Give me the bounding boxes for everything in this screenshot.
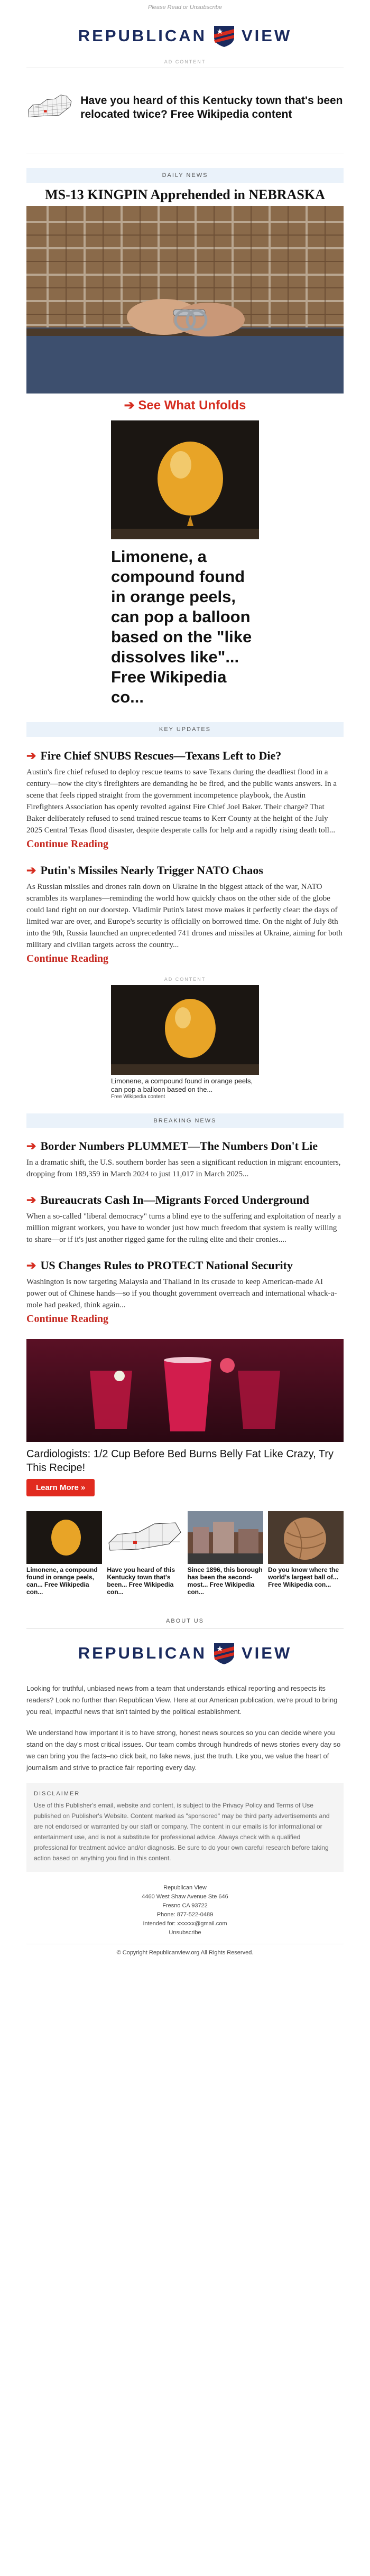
continue-reading-link[interactable]: Continue Reading — [26, 953, 109, 964]
article-title-text[interactable]: Fire Chief SNUBS Rescues—Texans Left to Die? — [40, 749, 282, 762]
article-title[interactable] — [26, 1192, 344, 1209]
article-title-text[interactable]: Border Numbers PLUMMET—The Numbers Don't Lie — [40, 1139, 318, 1153]
flag-shield-icon — [212, 1641, 236, 1665]
footer-address — [0, 1884, 370, 1937]
grid-ad-ball[interactable] — [268, 1511, 344, 1596]
about-paragraph-2: We understand how important it is to have strong, honest news sources so you can decide where you stand on the day's most critical issues. Our team combs through hundreds of news stories every day so we can bring you the facts–no click bait, no fake news, just the truth. Like you, we value the heart of journalism and strive to practice fair reporting every day. — [26, 1729, 341, 1772]
limonene-balloon-image[interactable] — [111, 420, 259, 539]
article-border-numbers[interactable] — [26, 1138, 344, 1180]
divider — [26, 1628, 344, 1629]
brand-logo-footer[interactable] — [0, 1637, 370, 1669]
grid-ad-caption[interactable]: Have you heard of this Kentucky town that's been... Free Wikipedia con... — [107, 1566, 175, 1596]
grid-ad-caption[interactable]: Since 1896, this borough has been the second-most... Free Wikipedia con... — [187, 1566, 263, 1596]
brand-word-left: REPUBLICAN — [78, 1644, 207, 1662]
about-paragraph-1: Looking for truthful, unbiased news from a team that understands ethical reporting and respects its readers? Look no further than Republican View. Here at our American publication, we're proud to bring you real, impactful news that isn't tainted by the political establishment. — [26, 1684, 338, 1716]
grid-ad-image — [107, 1511, 182, 1564]
article-title[interactable] — [26, 862, 344, 879]
article-fire-chief[interactable] — [26, 747, 344, 850]
grid-ad-kentucky[interactable] — [107, 1511, 182, 1596]
disclaimer-label: DISCLAIMER — [34, 1791, 80, 1797]
disclaimer-box — [26, 1783, 344, 1872]
about-text — [26, 1683, 344, 1774]
disclaimer-body: Use of this Publisher's email, website and content, is subject to the Privacy Policy and Terms of Use published on Publisher's Website. Content marked as "sponsored" may be third party advertisements and are not endorsed or warranted by our staff or company. The content in our emails is for informational or entertainment use, and is not a substitute for professional advice. Always check with a qualified professional for treatment advice and/or diagnosis. Be sure to do your own careful research before taking action based on anything you find in this content. — [34, 1802, 330, 1862]
grid-ad-image — [268, 1511, 344, 1564]
article-title-text[interactable]: US Changes Rules to PROTECT National Security — [40, 1259, 293, 1272]
footer-city: Fresno CA 93722 — [162, 1903, 208, 1909]
article-bureaucrats[interactable] — [26, 1192, 344, 1245]
kentucky-ad[interactable] — [26, 68, 344, 147]
arrow-right-icon: ➔ — [26, 864, 36, 877]
cardio-ad-title[interactable]: Cardiologists: 1/2 Cup Before Bed Burns Belly Fat Like Crazy, Try This Recipe! — [26, 1448, 334, 1474]
limonene-small-ad[interactable] — [111, 985, 259, 1100]
ad-label: AD CONTENT — [164, 59, 206, 64]
article-body: Washington is now targeting Malaysia and Thailand in its crusade to keep American-made AI power out of Chinese hands—so if you thought government overreach and international whack-a-mole had peaked, think again... — [26, 1278, 337, 1309]
arrow-right-icon: ➔ — [26, 1259, 36, 1272]
article-title-text[interactable]: Bureaucrats Cash In—Migrants Forced Underground — [40, 1193, 309, 1206]
arrow-right-icon: ➔ — [26, 1139, 36, 1153]
article-title[interactable] — [26, 1138, 344, 1155]
arrow-right-icon: ➔ — [26, 1193, 36, 1206]
cocktail-glasses-image — [26, 1339, 344, 1442]
continue-reading-link[interactable]: Continue Reading — [26, 838, 109, 850]
limonene-ad-text[interactable]: Limonene, a compound found in orange peels, can pop a balloon based on the "like dissolves like"... Free Wikipedia co... — [111, 547, 252, 706]
footer-intended: Intended for: xxxxxx@gmail.com — [143, 1921, 227, 1927]
article-body: As Russian missiles and drones rain down on Ukraine in the biggest attack of the war, NATO scrambles its warplanes—reminding the world how quickly chaos on the other side of the globe could land right on our doorstep. Vladimir Putin's latest move makes it perfectly clear: the days of limited war are over, and Europe's security is officially on borrowed time. On the night of July 8th into the 9th, Russia launched an unprecedented 741 drones and missiles at Ukraine, aiming for both military and civilian targets across the country... — [26, 883, 343, 949]
article-title[interactable] — [26, 747, 344, 764]
unsubscribe-link[interactable]: Unsubscribe — [169, 1929, 201, 1936]
article-putin-missiles[interactable] — [26, 862, 344, 965]
article-body: Austin's fire chief refused to deploy rescue teams to save Texans during the deadliest flood in a century—now the city's firefighters are demanding he be fired, and the public wants answers. In a scene that feels ripped straight from the government incompetence playbook, the Austin Firefighters Association has openly revolted against Fire Chief Joel Baker. Their charge? That Baker deliberately refused to send trained rescue teams to Kerr County at the height of the July 2025 Central Texas flood disaster, despite desperate calls for help and a rapidly rising death toll... — [26, 768, 337, 835]
flag-shield-icon — [212, 24, 236, 48]
grid-ad-limonene[interactable] — [26, 1511, 102, 1596]
article-title-text[interactable]: Putin's Missiles Nearly Trigger NATO Chaos — [40, 864, 263, 877]
brand-word-left: REPUBLICAN — [78, 26, 207, 45]
kentucky-map-image — [26, 71, 73, 145]
footer-phone: Phone: 877-522-0489 — [156, 1912, 214, 1918]
grid-ad-caption[interactable]: Do you know where the world's largest ball of... Free Wikipedia con... — [267, 1566, 339, 1588]
footer-name: Republican View — [163, 1885, 207, 1891]
handcuffed-man-photo[interactable] — [26, 206, 344, 394]
article-us-rules[interactable] — [26, 1257, 344, 1325]
brand-word-right: VIEW — [242, 26, 292, 45]
ad-caption[interactable]: Limonene, a compound found in orange peels, can pop a balloon based on the... — [111, 1077, 253, 1093]
brand-word-right: VIEW — [242, 1644, 292, 1662]
article-title[interactable] — [26, 1257, 344, 1274]
continue-reading-link[interactable]: Continue Reading — [26, 1313, 109, 1325]
brand-logo[interactable] — [0, 20, 370, 52]
kentucky-ad-text[interactable]: Have you heard of this Kentucky town that's been relocated twice? Free Wikipedia content — [80, 95, 343, 120]
daily-headline[interactable]: MS-13 KINGPIN Apprehended in NEBRASKA — [45, 187, 325, 202]
cardiologists-ad[interactable] — [26, 1339, 344, 1496]
arrow-right-icon: ➔ — [26, 749, 36, 762]
article-body: In a dramatic shift, the U.S. southern border has seen a significant reduction in migrant encounters, dropping from 189,359 in March 2024 to just 11,017 in March 2025... — [26, 1158, 341, 1178]
grid-ad-caption[interactable]: Limonene, a compound found in orange peels, can... Free Wikipedia con... — [26, 1566, 98, 1596]
footer-street: 4460 West Shaw Avenue Ste 646 — [142, 1894, 228, 1900]
limonene-ad-image — [111, 985, 259, 1075]
top-note[interactable]: Please Read or Unsubscribe — [147, 4, 223, 11]
ad-grid — [26, 1511, 344, 1596]
grid-ad-image — [26, 1511, 102, 1564]
daily-news-header: DAILY NEWS — [26, 168, 344, 183]
copyright: © Copyright Republicanview.org All Rights Reserved. — [116, 1950, 254, 1956]
ad-label: AD CONTENT — [164, 977, 206, 982]
key-updates-header: KEY UPDATES — [26, 722, 344, 737]
breaking-news-header: BREAKING NEWS — [26, 1113, 344, 1128]
grid-ad-borough[interactable] — [188, 1511, 263, 1596]
learn-more-button[interactable]: Learn More » — [26, 1479, 95, 1496]
ad-source: Free Wikipedia content — [111, 1094, 165, 1100]
see-what-unfolds-label: See What Unfolds — [138, 398, 246, 413]
grid-ad-image — [188, 1511, 263, 1564]
see-what-unfolds-link[interactable] — [0, 398, 370, 413]
arrow-right-icon: ➔ — [124, 398, 135, 413]
article-body: When a so-called "liberal democracy" turns a blind eye to the suffering and exploitation of nearly a million migrant workers, you have to wonder just how much freedom that system is really willing to share—or if it's just another rigged game for the ruling elite and their cronies.... — [26, 1212, 341, 1244]
about-us-header: ABOUT US — [26, 1614, 344, 1628]
